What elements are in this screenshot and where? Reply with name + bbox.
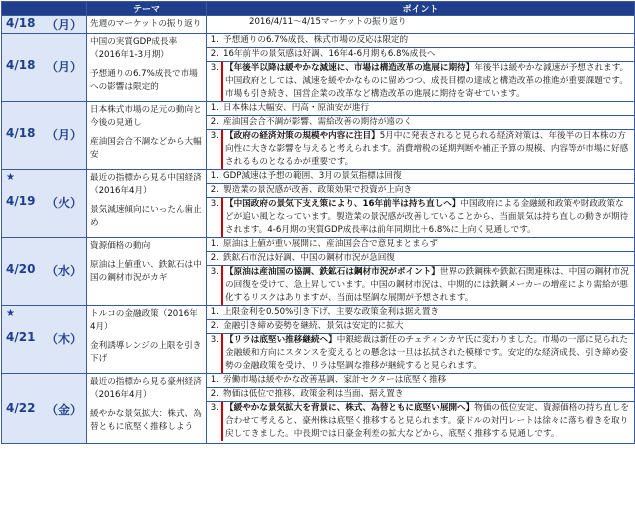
theme-title: 日本株式市場の足元の動向と今後の見通し bbox=[90, 105, 202, 128]
point-item bbox=[207, 61, 634, 101]
point-item bbox=[207, 401, 634, 441]
point-text bbox=[221, 388, 634, 401]
point-text bbox=[223, 266, 634, 305]
theme-title: 資源価格の動向 bbox=[90, 241, 151, 251]
star-mark-icon: ★ bbox=[6, 308, 15, 319]
point-text bbox=[221, 306, 634, 319]
theme-title: 最近の指標から見る中国経済（2016年4月） bbox=[90, 173, 202, 196]
point-number: 3. bbox=[207, 130, 223, 169]
date-cell bbox=[2, 102, 87, 170]
point-body: 中銀総裁は新任のチェティンカヤ氏に変わりました。市場の一部に見られた金融緩和方向にスタンスを変えるとの懸念は一旦は払拭された模様です。安定的な経済成長、引き締め姿勢の金融政策を受け、リラは堅調な推移が継続すると見られます。 bbox=[225, 335, 628, 371]
point-item bbox=[207, 47, 634, 61]
date-text: 4/18 bbox=[6, 58, 36, 72]
date-cell bbox=[2, 238, 87, 306]
points-cell bbox=[207, 170, 635, 238]
point-text bbox=[221, 252, 634, 265]
point-text bbox=[221, 48, 634, 61]
point-text bbox=[221, 238, 634, 251]
points-cell bbox=[207, 102, 635, 170]
theme-summary: 緩やかな景気拡大：株式、為替ともに底堅く推移しよう bbox=[90, 409, 202, 432]
point-item bbox=[207, 170, 634, 183]
point-text bbox=[221, 320, 634, 333]
point-body: 予想通りの6.7%成長、株式市場の反応は限定的 bbox=[223, 35, 409, 45]
weekday-text: （月） bbox=[45, 60, 82, 74]
weekday-text: （月） bbox=[45, 18, 82, 32]
date-cell bbox=[2, 170, 87, 238]
point-item bbox=[207, 306, 634, 319]
points-cell bbox=[207, 16, 635, 34]
theme-title: 中国の実質GDP成長率（2016年1-3月期） bbox=[90, 37, 178, 60]
point-text bbox=[223, 198, 634, 237]
star-mark-icon: ★ bbox=[6, 172, 15, 183]
point-body: 製造業の景況感が改善、政策効果で投資が上向き bbox=[223, 185, 413, 195]
points-cell bbox=[207, 238, 635, 306]
point-item bbox=[207, 319, 634, 333]
point-text bbox=[223, 62, 634, 101]
point-item bbox=[207, 102, 634, 115]
point-number: 1. bbox=[210, 307, 219, 317]
point-body: 16年前半の景気感は好調、16年4-6月期も6.8%成長へ bbox=[223, 49, 436, 59]
point-item bbox=[207, 197, 634, 237]
date-cell bbox=[2, 306, 87, 374]
point-number: 3. bbox=[207, 334, 223, 373]
theme-cell[interactable] bbox=[87, 306, 207, 374]
theme-title: トルコの金融政策（2016年4月） bbox=[90, 309, 198, 332]
point-body: 鉄鉱石市況は好調、中国の鋼材市況が急回復 bbox=[223, 253, 395, 263]
theme-summary: 金利誘導レンジの上限を引き下げ bbox=[90, 341, 202, 364]
theme-summary: 予想通りの6.7%成長で市場への影響は限定的 bbox=[90, 69, 198, 92]
point-body: 労働市場は緩やかな改善基調、家計セクターは底堅く推移 bbox=[223, 375, 447, 385]
theme-cell[interactable] bbox=[87, 34, 207, 102]
point-text bbox=[221, 102, 634, 115]
point-number: 3. bbox=[207, 198, 223, 237]
point-body: 中国政府による金融緩和政策や財政政策などが追い風となっています。製造業の景況感が改善していることから、当面景気は持ち直しの動きが期待されます。4-6月期の実質GDP成長率は前年同期比＋6.8%に上向く見通しです。 bbox=[225, 199, 629, 235]
point-headline: 【リラは底堅い推移継続へ】 bbox=[225, 335, 337, 345]
table-row[interactable] bbox=[2, 16, 635, 34]
date-text: 4/18 bbox=[6, 16, 36, 30]
date-cell bbox=[2, 34, 87, 102]
theme-cell[interactable] bbox=[87, 102, 207, 170]
point-item bbox=[207, 183, 634, 197]
point-text bbox=[247, 16, 634, 29]
point-text bbox=[223, 402, 634, 441]
point-body: 年後半は緩やかな減速が予想されます。中国政府としては、減速を緩やかなものに留めつつ、成長目標の達成と構造改革の推進が重要課題です。市場も引き続き、国営企業の改革など構造改革の進展に期待を寄せています。 bbox=[225, 63, 629, 99]
point-body: GDP減速は予想の範囲、3月の景気指標は回復 bbox=[223, 171, 402, 181]
point-body: 物価の低位安定、資源価格の持ち直しを合わせて考えると、豪州株は底堅く推移すると見られます。豪ドルの対円レートは徐々に落ち着きを取り戻してきました。中長期では日豪金利差の拡大などから、底堅く推移する見通しです。 bbox=[225, 403, 629, 439]
weekday-text: （火） bbox=[45, 196, 82, 210]
point-headline: 【緩やかな景気拡大を背景に、株式、為替ともに底堅い展開へ】 bbox=[225, 403, 475, 413]
point-body: 5月中に発表されると見られる経済対策は、年後半の日本株の方向性に大きな影響を与えると考えられます。消費増税の延期判断や補正予算の規模、内容等が市場に好感されるものとなるかが重要です。 bbox=[225, 131, 629, 167]
point-text bbox=[223, 130, 634, 169]
point-item bbox=[207, 251, 634, 265]
date-cell bbox=[2, 16, 87, 34]
point-number: 1. bbox=[210, 35, 219, 45]
point-item bbox=[207, 16, 634, 29]
date-header bbox=[2, 2, 87, 16]
theme-summary: 原油は上値重い、鉄鉱石は中国の鋼材市況がカギ bbox=[90, 260, 202, 283]
point-number: 2. bbox=[210, 321, 219, 331]
weekday-text: （月） bbox=[45, 128, 82, 142]
point-body: 金融引き締め姿勢を継続、景気は安定的に拡大 bbox=[223, 321, 404, 331]
points-cell bbox=[207, 374, 635, 444]
point-body: 上限金利を0.50%引き下げ、主要な政策金利は据え置き bbox=[223, 307, 440, 317]
point-number: 2. bbox=[210, 49, 219, 59]
theme-cell[interactable] bbox=[87, 170, 207, 238]
point-number: 2. bbox=[210, 185, 219, 195]
point-item bbox=[207, 387, 634, 401]
table-row[interactable] bbox=[2, 374, 635, 444]
point-item bbox=[207, 238, 634, 251]
point-headline: 【中国政府の景気下支え策により、16年前半は持ち直しへ】 bbox=[225, 199, 461, 209]
point-text bbox=[221, 374, 634, 387]
date-cell bbox=[2, 374, 87, 444]
theme-title: 先週のマーケットの振り返り bbox=[90, 19, 202, 29]
point-item bbox=[207, 333, 634, 373]
point-text bbox=[221, 34, 634, 47]
point-item bbox=[207, 265, 634, 305]
table-row[interactable] bbox=[2, 170, 635, 238]
point-number: 1. bbox=[210, 103, 219, 113]
weekday-text: （水） bbox=[45, 264, 82, 278]
weekday-text: （金） bbox=[45, 403, 82, 417]
table-row[interactable] bbox=[2, 306, 635, 374]
date-text: 4/21 bbox=[6, 330, 36, 344]
point-body: 日本株は大幅安、円高・原油安が進行 bbox=[223, 103, 370, 113]
point-headline: 【政府の経済対策の規模や内容に注目】 bbox=[225, 131, 380, 141]
market-report-table bbox=[1, 1, 635, 444]
theme-summary: 産油国会合不調などから大幅安 bbox=[90, 137, 202, 160]
point-body: 原油は上値が重い展開に、産油国会合で意見まとまらず bbox=[223, 239, 438, 249]
point-body: 世界の鉄鋼株や鉄鉱石関連株は、中国の鋼材市況の回復を受けて、急上昇しています。中国の鋼材市況は、中期的には鉄鋼メーカーの増産により需給が悪化するリスクはありますが、当面は堅調な展開が予想されます。 bbox=[225, 267, 629, 303]
date-text: 4/19 bbox=[6, 194, 36, 208]
point-body: 2016/4/11～4/15マーケットの振り返り bbox=[249, 17, 407, 27]
weekday-text: （木） bbox=[45, 332, 82, 346]
date-text: 4/22 bbox=[6, 401, 36, 415]
point-text bbox=[221, 184, 634, 197]
theme-cell[interactable] bbox=[87, 16, 207, 34]
point-headline: 【原油は産油国の協調、鉄鉱石は鋼材市況がポイント】 bbox=[225, 267, 440, 277]
point-number: 3. bbox=[207, 266, 223, 305]
date-text: 4/20 bbox=[6, 262, 36, 276]
theme-title: 最近の指標から見る豪州経済（2016年4月） bbox=[90, 377, 202, 400]
table-row[interactable] bbox=[2, 238, 635, 306]
point-body: 物価は低位で推移、政策金利は当面、据え置き bbox=[223, 389, 404, 399]
point-item bbox=[207, 374, 634, 387]
point-number: 3. bbox=[207, 62, 223, 101]
point-number: 1. bbox=[210, 171, 219, 181]
point-item bbox=[207, 129, 634, 169]
point-number: 2. bbox=[210, 253, 219, 263]
table-row[interactable] bbox=[2, 34, 635, 102]
point-text bbox=[221, 170, 634, 183]
table-row[interactable] bbox=[2, 102, 635, 170]
point-text bbox=[221, 116, 634, 129]
table-header bbox=[2, 2, 635, 16]
point-number: 1. bbox=[210, 239, 219, 249]
point-number: 2. bbox=[210, 389, 219, 399]
point-headline: 【年後半以降は緩やかな減速に、市場は構造改革の進展に期待】 bbox=[225, 63, 475, 73]
point-body: 産油国会合不調が影響、需給改善の期待が遠のく bbox=[223, 117, 413, 127]
points-cell bbox=[207, 306, 635, 374]
theme-cell[interactable] bbox=[87, 374, 207, 444]
point-item bbox=[207, 34, 634, 47]
theme-summary: 景気減速傾向にいったん歯止め bbox=[90, 205, 202, 228]
points-cell bbox=[207, 34, 635, 102]
point-item bbox=[207, 115, 634, 129]
theme-cell[interactable] bbox=[87, 238, 207, 306]
point-header: ポイント bbox=[207, 2, 635, 16]
date-text: 4/18 bbox=[6, 126, 36, 140]
theme-header: テーマ bbox=[87, 2, 207, 16]
point-number: 2. bbox=[210, 117, 219, 127]
point-number: 1. bbox=[210, 375, 219, 385]
point-number: 3. bbox=[207, 402, 223, 441]
point-text bbox=[223, 334, 634, 373]
